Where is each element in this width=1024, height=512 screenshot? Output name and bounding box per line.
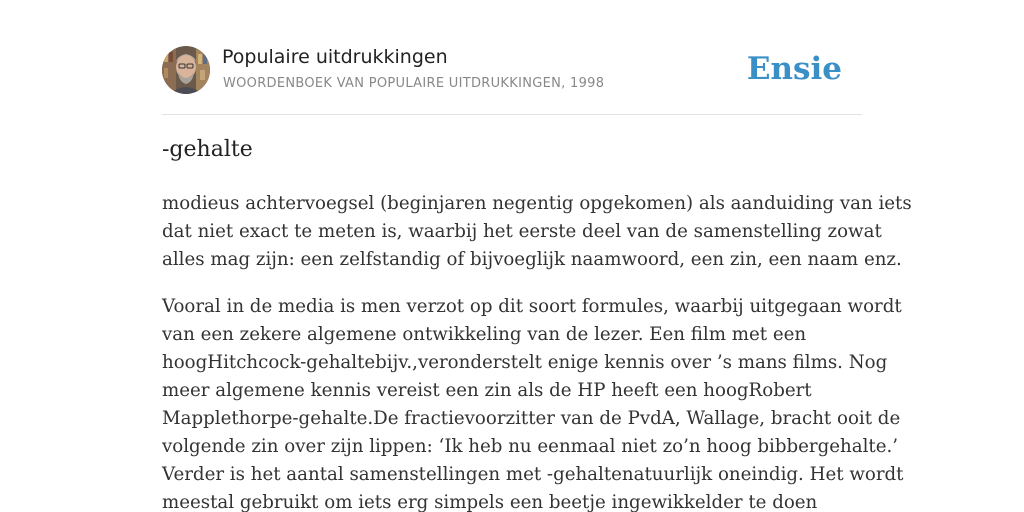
entry-paragraph (162, 293, 904, 512)
author-avatar[interactable] (162, 46, 210, 94)
ensie-logo-link[interactable]: Ensie (746, 51, 842, 87)
paragraph-line: meestal gebruikt om iets erg simpels een beetje ingewikkelder te doen (162, 492, 818, 512)
entry-headword: -gehalte (162, 137, 253, 162)
paragraph-line: volgende zin over zijn lippen: ‘Ik heb nu eenmaal niet zo’n hoog bibbergehalte.’ (162, 436, 899, 457)
avatar-image (162, 46, 210, 94)
source-header (162, 46, 862, 115)
paragraph-line: meer algemene kennis vereist een zin als de HP heeft een hoogRobert (162, 380, 812, 401)
paragraph-line: alles mag zijn: een zelfstandig of bijvoeglijk naamwoord, een zin, een naam enz. (162, 249, 902, 270)
entry-paragraph (162, 190, 912, 274)
paragraph-line: dat niet exact te meten is, waarbij het eerste deel van de samenstelling zowat (162, 221, 882, 242)
paragraph-line: van een zekere algemene ontwikkeling van de lezer. Een film met een (162, 324, 807, 345)
paragraph-line: Vooral in de media is men verzot op dit soort formules, waarbij uitgegaan wordt (162, 296, 902, 317)
paragraph-line: modieus achtervoegsel (beginjaren negentig opgekomen) als aanduiding van iets (162, 193, 912, 214)
paragraph-line: Mapplethorpe-gehalte.De fractievoorzitter van de PvdA, Wallage, bracht ooit de (162, 408, 901, 429)
source-title[interactable]: Populaire uitdrukkingen (222, 46, 448, 68)
paragraph-line: Verder is het aantal samenstellingen met -gehaltenatuurlijk oneindig. Het wordt (162, 464, 904, 485)
source-subtitle: WOORDENBOEK VAN POPULAIRE UITDRUKKINGEN, 1998 (223, 76, 605, 91)
paragraph-line: hoogHitchcock-gehaltebijv.,veronderstelt enige kennis over ’s mans films. Nog (162, 352, 888, 373)
entry-body (162, 190, 912, 512)
